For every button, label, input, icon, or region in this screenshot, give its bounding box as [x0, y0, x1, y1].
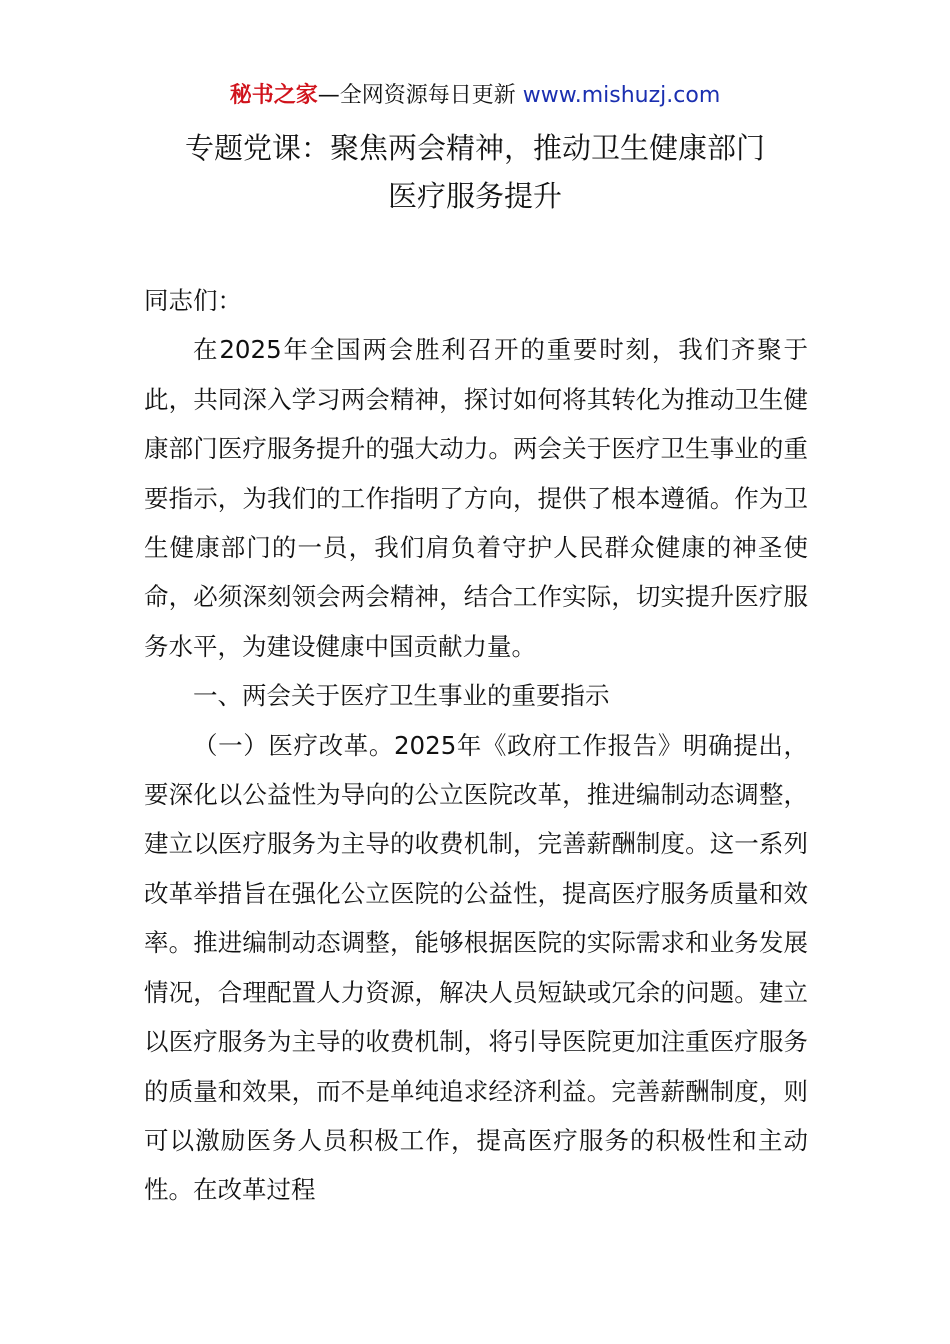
site-header: [0, 80, 950, 112]
medical-reform-paragraph: （一）医疗改革。2025年《政府工作报告》明确提出，要深化以公益性为导向的公立医院改革，推进编制动态调整，建立以医疗服务为主导的收费机制，完善薪酬制度。这一系列改革举措旨在强化公立医院的公益性，提高医疗服务质量和效率。推进编制动态调整，能够根据医院的实际需求和业务发展情况，合理配置人力资源，解决人员短缺或冗余的问题。建立以医疗服务为主导的收费机制，将引导医院更加注重医疗服务的质量和效果，而不是单纯追求经济利益。完善薪酬制度，则可以激励医务人员积极工作，提高医疗服务的积极性和主动性。在改革过程: [144, 730, 808, 1205]
intro-paragraph: 在2025年全国两会胜利召开的重要时刻，我们齐聚于此，共同深入学习两会精神，探讨如何将其转化为推动卫生健康部门医疗服务提升的强大动力。两会关于医疗卫生事业的重要指示，为我们的工作指明了方向，提供了根本遵循。作为卫生健康部门的一员，我们肩负着守护人民群众健康的神圣使命，必须深刻领会两会精神，结合工作实际，切实提升医疗服务水平，为建设健康中国贡献力量。: [144, 335, 808, 661]
title-line-2: 医疗服务提升: [387, 179, 562, 213]
brand-name: 秘书之家: [229, 83, 318, 108]
document-title: [100, 124, 850, 220]
section-heading: 一、两会关于医疗卫生事业的重要指示: [193, 681, 610, 711]
document-body: [144, 276, 808, 1215]
salutation: 同志们：: [144, 286, 242, 315]
site-tagline: —全网资源每日更新: [317, 83, 523, 108]
site-url-link[interactable]: www.mishuzj.com: [522, 83, 721, 108]
title-line-1: 专题党课：聚焦两会精神，推动卫生健康部门: [184, 131, 765, 165]
